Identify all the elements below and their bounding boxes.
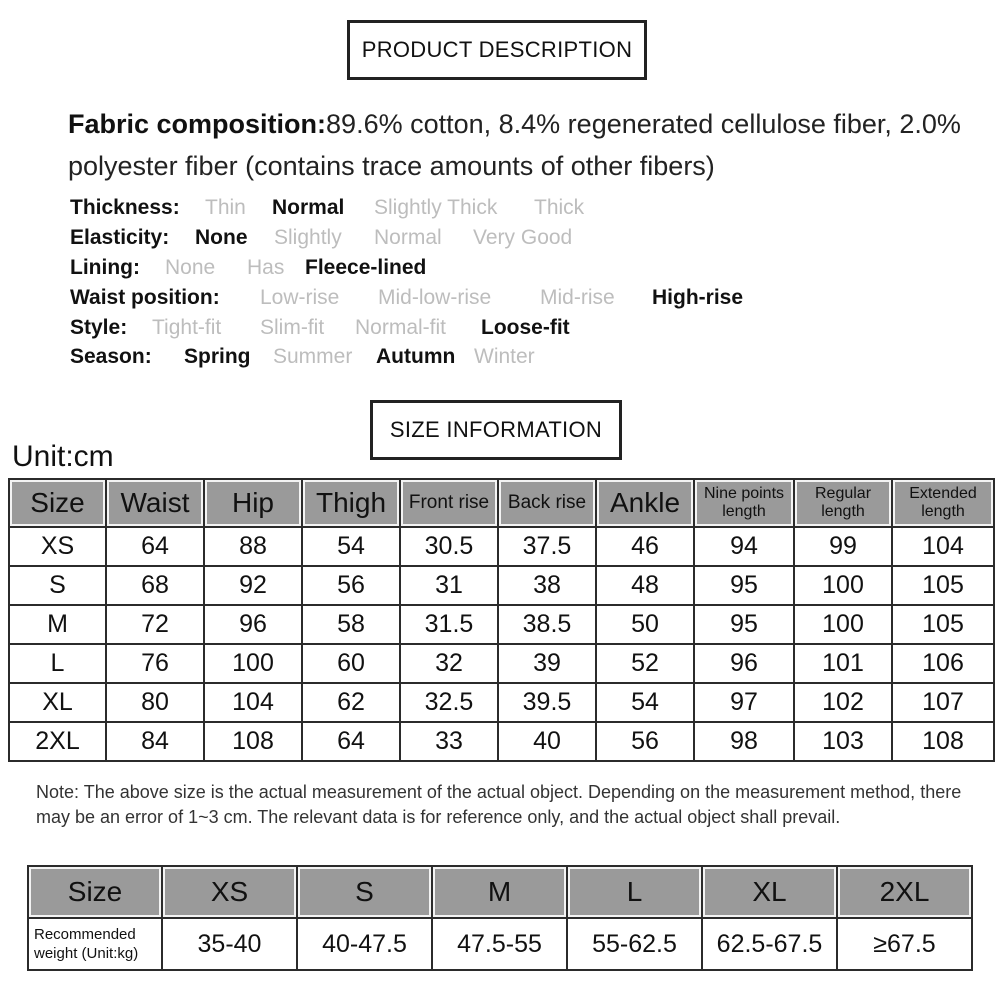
measurement-cell: 101 — [794, 644, 892, 683]
measurement-cell: 50 — [596, 605, 694, 644]
attr-option: Slightly Thick — [374, 196, 498, 219]
attr-option: Fleece-lined — [305, 256, 427, 279]
measurement-cell: 96 — [204, 605, 302, 644]
measurement-cell: 64 — [106, 527, 204, 566]
header-ankle: Ankle — [596, 479, 694, 527]
measurement-cell: 46 — [596, 527, 694, 566]
measurement-cell: 95 — [694, 566, 794, 605]
measurement-cell: 38.5 — [498, 605, 596, 644]
weight-header-cell: XS — [162, 866, 297, 918]
measurement-cell: 37.5 — [498, 527, 596, 566]
header-waist: Waist — [106, 479, 204, 527]
measurement-cell: 106 — [892, 644, 994, 683]
attr-key: Style: — [70, 316, 128, 339]
measurement-cell: 95 — [694, 605, 794, 644]
size-row — [9, 527, 994, 566]
measurement-cell: 105 — [892, 605, 994, 644]
measurement-cell: 97 — [694, 683, 794, 722]
measurement-cell: 32 — [400, 644, 498, 683]
unit-label: Unit:cm — [12, 440, 114, 473]
attr-key: Lining: — [70, 256, 140, 279]
header-hip: Hip — [204, 479, 302, 527]
measurement-cell: 54 — [302, 527, 400, 566]
measurement-cell: 38 — [498, 566, 596, 605]
weight-table — [27, 865, 973, 971]
attr-option: Has — [247, 256, 285, 279]
measurement-cell: 107 — [892, 683, 994, 722]
weight-header-cell: S — [297, 866, 432, 918]
weight-header-cell: 2XL — [837, 866, 972, 918]
attr-option: Tight-fit — [152, 316, 222, 339]
measurement-cell: 88 — [204, 527, 302, 566]
measurement-cell: 104 — [204, 683, 302, 722]
weight-table-row — [28, 918, 972, 970]
measurement-cell: 100 — [204, 644, 302, 683]
weight-header-cell: M — [432, 866, 567, 918]
weight-value: 35-40 — [162, 918, 297, 970]
measurement-cell: 105 — [892, 566, 994, 605]
measurement-cell: 72 — [106, 605, 204, 644]
attr-option: Winter — [474, 345, 535, 368]
attr-key: Thickness: — [70, 196, 180, 219]
header-regular-length: Regular length — [794, 479, 892, 527]
size-row — [9, 566, 994, 605]
measurement-cell: 33 — [400, 722, 498, 761]
measurement-cell: 58 — [302, 605, 400, 644]
measurement-cell: 62 — [302, 683, 400, 722]
size-label-cell: S — [9, 566, 106, 605]
fabric-composition-text: 89.6% cotton, 8.4% regenerated cellulose fiber, 2.0% polyester fiber (contains trace amounts of other fibers) — [68, 109, 961, 181]
size-table — [8, 478, 995, 762]
size-label-cell: M — [9, 605, 106, 644]
header-extended-length: Extended length — [892, 479, 994, 527]
weight-value: 62.5-67.5 — [702, 918, 837, 970]
attr-option: Normal — [374, 226, 442, 249]
attr-option: Autumn — [376, 345, 456, 368]
attr-option: Thin — [205, 196, 246, 219]
weight-header-cell: L — [567, 866, 702, 918]
attr-option: Normal — [272, 196, 345, 219]
attr-option: Slim-fit — [260, 316, 325, 339]
size-row — [9, 605, 994, 644]
attr-option: Low-rise — [260, 286, 340, 309]
attr-option: Mid-rise — [540, 286, 615, 309]
size-row — [9, 644, 994, 683]
measurement-cell: 104 — [892, 527, 994, 566]
measurement-cell: 94 — [694, 527, 794, 566]
measurement-cell: 31.5 — [400, 605, 498, 644]
size-table-body — [9, 527, 994, 761]
measurement-cell: 103 — [794, 722, 892, 761]
measurement-cell: 99 — [794, 527, 892, 566]
attr-option: Thick — [534, 196, 585, 219]
measurement-cell: 98 — [694, 722, 794, 761]
fabric-composition — [68, 103, 968, 187]
weight-header-size: Size — [28, 866, 162, 918]
measurement-cell: 108 — [204, 722, 302, 761]
size-information-title: SIZE INFORMATION — [370, 400, 622, 460]
measurement-cell: 54 — [596, 683, 694, 722]
size-table-header — [9, 479, 994, 527]
weight-table-header — [28, 866, 972, 918]
measurement-cell: 100 — [794, 566, 892, 605]
attr-option: Spring — [184, 345, 251, 368]
measurement-cell: 32.5 — [400, 683, 498, 722]
header-nine-points-length: Nine points length — [694, 479, 794, 527]
measurement-cell: 30.5 — [400, 527, 498, 566]
attr-key: Season: — [70, 345, 152, 368]
size-row — [9, 683, 994, 722]
measurement-cell: 31 — [400, 566, 498, 605]
attr-option: None — [195, 226, 248, 249]
measurement-cell: 84 — [106, 722, 204, 761]
measurement-cell: 96 — [694, 644, 794, 683]
attr-option: Very Good — [473, 226, 573, 249]
measurement-cell: 92 — [204, 566, 302, 605]
recommended-weight-label: Recommended weight (Unit:kg) — [28, 918, 162, 970]
measurement-cell: 40 — [498, 722, 596, 761]
size-label-cell: XL — [9, 683, 106, 722]
attr-key: Elasticity: — [70, 226, 170, 249]
measurement-cell: 108 — [892, 722, 994, 761]
measurement-cell: 39 — [498, 644, 596, 683]
fabric-composition-label: Fabric composition: — [68, 109, 327, 139]
measurement-cell: 56 — [302, 566, 400, 605]
measurement-cell: 60 — [302, 644, 400, 683]
header-back-rise: Back rise — [498, 479, 596, 527]
measurement-cell: 76 — [106, 644, 204, 683]
attr-option: Slightly — [274, 226, 342, 249]
attr-option: High-rise — [652, 286, 744, 309]
weight-value: 40-47.5 — [297, 918, 432, 970]
attr-option: Summer — [273, 345, 353, 368]
size-label-cell: 2XL — [9, 722, 106, 761]
measurement-cell: 52 — [596, 644, 694, 683]
attr-option: Mid-low-rise — [378, 286, 492, 309]
measurement-cell: 102 — [794, 683, 892, 722]
weight-header-cell: XL — [702, 866, 837, 918]
header-front-rise: Front rise — [400, 479, 498, 527]
attr-key: Waist position: — [70, 286, 220, 309]
header-size: Size — [9, 479, 106, 527]
measurement-cell: 56 — [596, 722, 694, 761]
measurement-cell: 64 — [302, 722, 400, 761]
measurement-cell: 68 — [106, 566, 204, 605]
size-row — [9, 722, 994, 761]
weight-value: 55-62.5 — [567, 918, 702, 970]
measurement-note: Note: The above size is the actual measurement of the actual object. Depending on the measurement method, there may be an error of 1~3 cm. The relevant data is for reference only, and the actual object shall prevail. — [36, 782, 962, 827]
size-label-cell: L — [9, 644, 106, 683]
size-label-cell: XS — [9, 527, 106, 566]
measurement-cell: 80 — [106, 683, 204, 722]
measurement-cell: 48 — [596, 566, 694, 605]
weight-value: 47.5-55 — [432, 918, 567, 970]
measurement-cell: 100 — [794, 605, 892, 644]
header-thigh: Thigh — [302, 479, 400, 527]
weight-value: ≥67.5 — [837, 918, 972, 970]
attr-option: None — [165, 256, 216, 279]
product-description-title: PRODUCT DESCRIPTION — [347, 20, 647, 80]
measurement-cell: 39.5 — [498, 683, 596, 722]
attr-option: Normal-fit — [355, 316, 447, 339]
attr-option: Loose-fit — [481, 316, 570, 339]
